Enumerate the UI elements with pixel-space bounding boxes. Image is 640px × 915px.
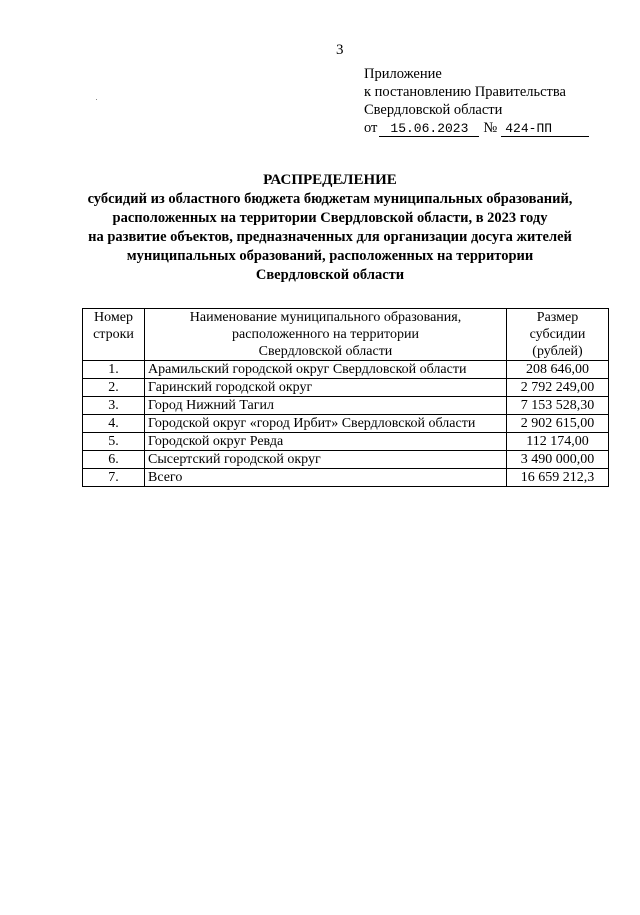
title-line-2: расположенных на территории Свердловской области, в 2023 году: [112, 210, 548, 226]
title-line-1: субсидий из областного бюджета бюджетам муниципальных образований,: [87, 191, 573, 207]
table-total-row: [83, 469, 609, 487]
row-number: 1.: [83, 361, 145, 379]
scan-speck: [96, 99, 97, 100]
table-row: [83, 397, 609, 415]
row-number: 7.: [83, 469, 145, 487]
header-text: (рублей): [532, 344, 583, 359]
municipality-name: Городской округ «город Ирбит» Свердловской области: [145, 415, 507, 433]
municipality-name: Гаринский городской округ: [145, 379, 507, 397]
table-row: [83, 415, 609, 433]
subsidy-amount: 2 792 249,00: [507, 379, 609, 397]
subsidy-amount: 2 902 615,00: [507, 415, 609, 433]
date-prefix: от: [364, 120, 378, 136]
table-row: [83, 361, 609, 379]
page-number: 3: [336, 42, 344, 58]
total-amount: 16 659 212,3: [507, 469, 609, 487]
table-row: [83, 379, 609, 397]
title-line-3: на развитие объектов, предназначенных для организации досуга жителей: [88, 229, 572, 245]
subsidy-amount: 7 153 528,30: [507, 397, 609, 415]
municipality-name: Арамильский городской округ Свердловской области: [145, 361, 507, 379]
row-number: 2.: [83, 379, 145, 397]
subsidy-amount: 208 646,00: [507, 361, 609, 379]
header-municipality: [145, 309, 507, 361]
municipality-name: Городской округ Ревда: [145, 433, 507, 451]
header-row-number: [83, 309, 145, 361]
header-text: субсидии: [529, 327, 586, 342]
subsidy-amount: 3 490 000,00: [507, 451, 609, 469]
header-text: Наименование муниципального образования,: [189, 310, 462, 325]
title-main: РАСПРЕДЕЛЕНИЕ: [263, 172, 397, 188]
row-number: 3.: [83, 397, 145, 415]
resolution-date: 15.06.2023: [379, 122, 479, 137]
row-number: 6.: [83, 451, 145, 469]
number-prefix: №: [483, 120, 498, 136]
table-row: [83, 451, 609, 469]
table-row: [83, 433, 609, 451]
header-text: Размер: [536, 310, 579, 325]
header-amount: [507, 309, 609, 361]
appendix-line-2: к постановлению Правительства: [364, 84, 566, 100]
total-label: Всего: [145, 469, 507, 487]
title-line-5: Свердловской области: [255, 267, 405, 283]
appendix-line-3: Свердловской области: [364, 102, 503, 118]
document-title: [70, 171, 590, 285]
header-text: Номер: [94, 310, 133, 325]
table-header-row: [83, 309, 609, 361]
header-text: Свердловской области: [258, 344, 393, 359]
subsidy-table: [82, 308, 609, 487]
resolution-number: 424-ПП: [501, 122, 589, 137]
appendix-date-line: [364, 119, 589, 137]
header-text: строки: [93, 327, 134, 342]
municipality-name: Город Нижний Тагил: [145, 397, 507, 415]
title-line-4: муниципальных образований, расположенных на территории: [126, 248, 534, 264]
municipality-name: Сысертский городской округ: [145, 451, 507, 469]
appendix-line-1: Приложение: [364, 66, 442, 82]
appendix-block: [364, 65, 589, 137]
header-text: расположенного на территории: [232, 327, 419, 342]
subsidy-amount: 112 174,00: [507, 433, 609, 451]
row-number: 4.: [83, 415, 145, 433]
row-number: 5.: [83, 433, 145, 451]
